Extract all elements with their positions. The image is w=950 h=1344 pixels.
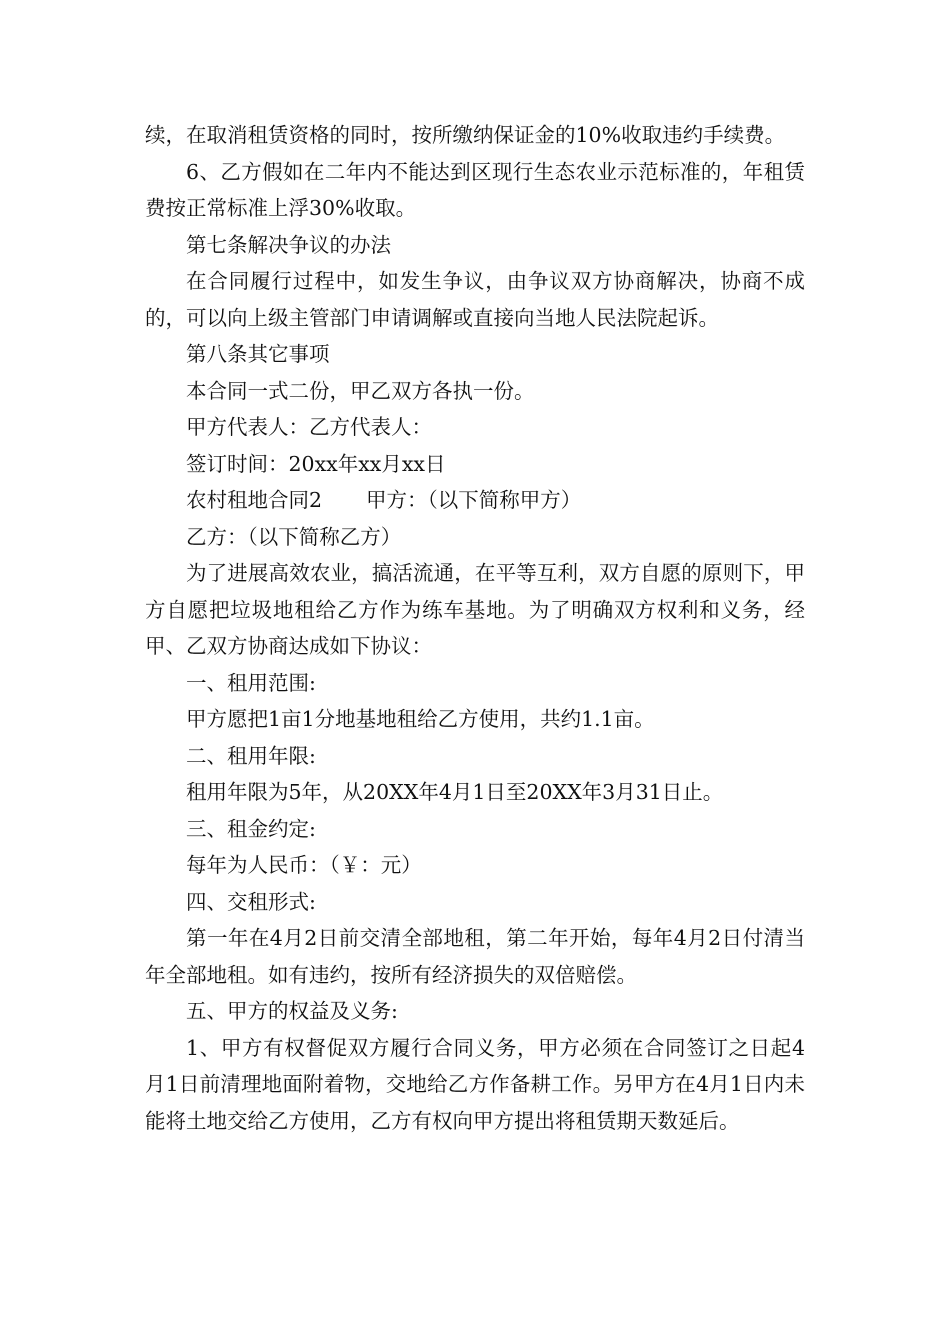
paragraph-party-a-rights-1: 1、甲方有权督促双方履行合同义务，甲方必须在合同签订之日起4月1日前清理地面附着物，交地给乙方作备耕工作。另甲方在4月1日内未能将土地交给乙方使用，乙方有权向甲方提出将租赁期天数延后。 — [145, 1035, 805, 1133]
paragraph-signing-date: 签订时间：20xx年xx月xx日 — [186, 451, 446, 476]
contract-2-title: 农村租地合同2 — [186, 488, 323, 512]
paragraph-representatives: 甲方代表人：乙方代表人： — [186, 415, 432, 439]
paragraph-item-6: 6、乙方假如在二年内不能达到区现行生态农业示范标准的，年租赁费按正常标准上浮30%收取。 — [145, 159, 805, 220]
heading-article-7: 第七条解决争议的办法 — [186, 232, 391, 257]
heading-lease-term: 二、租用年限: — [186, 743, 316, 768]
paragraph-copies: 本合同一式二份，甲乙双方各执一份。 — [186, 378, 535, 403]
paragraph-lease-term: 租用年限为5年，从20XX年4月1日至20XX年3月31日止。 — [186, 780, 724, 804]
paragraph-dispute-resolution: 在合同履行过程中，如发生争议，由争议双方协商解决，协商不成的，可以向上级主管部门申请调解或直接向当地人民法院起诉。 — [145, 269, 805, 330]
paragraph-lease-scope: 甲方愿把1亩1分地基地租给乙方使用，共约1.1亩。 — [186, 707, 655, 731]
paragraph-preamble: 为了进展高效农业，搞活流通，在平等互利，双方自愿的原则下，甲方自愿把垃圾地租给乙方作为练车基地。为了明确双方权利和义务，经甲、乙双方协商达成如下协议： — [145, 561, 805, 658]
contract-2-title-line — [145, 482, 805, 519]
paragraph-penalty-fee: 续，在取消租赁资格的同时，按所缴纳保证金的10%收取违约手续费。 — [145, 123, 786, 147]
party-a-line: 甲方：（以下简称甲方） — [366, 488, 582, 512]
heading-rent: 三、租金约定: — [186, 816, 316, 841]
document-body — [145, 117, 805, 1139]
heading-party-a-rights: 五、甲方的权益及义务: — [186, 999, 398, 1023]
heading-lease-scope: 一、租用范围: — [186, 670, 316, 695]
heading-payment: 四、交租形式: — [186, 889, 316, 914]
paragraph-payment: 第一年在4月2日前交清全部地租，第二年开始，每年4月2日付清当年全部地租。如有违约，按所有经济损失的双倍赔偿。 — [145, 926, 805, 987]
heading-article-8: 第八条其它事项 — [186, 342, 330, 366]
party-b-line: 乙方：（以下简称乙方） — [186, 524, 402, 549]
paragraph-rent: 每年为人民币：（￥：元） — [186, 853, 422, 877]
